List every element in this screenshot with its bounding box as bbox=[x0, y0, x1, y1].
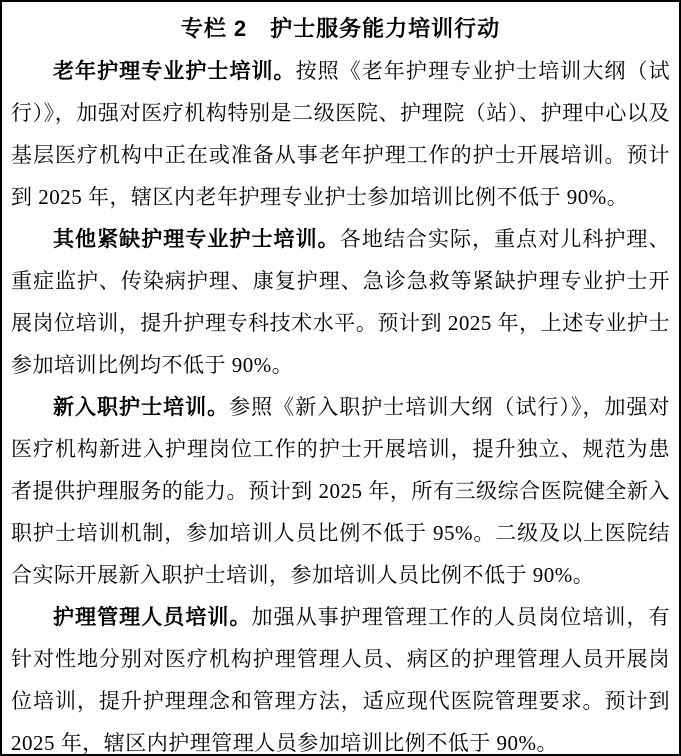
paragraph-body: 参照《新入职护士培训大纲（试行）》，加强对医疗机构新进入护理岗位工作的护士开展培训，提升独立、规范为患者提供护理服务的能力。预计到 2025 年，所有三级综合医院健全新入职护士培训机制，参加培训人员比例不低于 95%。二级及以上医院结合实际开展新入职护士培训，参加培训人员比例不低于 90%。 bbox=[11, 395, 671, 587]
paragraph-new-nurse-training bbox=[11, 386, 670, 596]
paragraph-elderly-nursing-training bbox=[11, 50, 670, 218]
paragraph-lead: 护理管理人员培训。 bbox=[53, 605, 252, 629]
paragraph-body: 加强从事护理管理工作的人员岗位培训，有针对性地分别对医疗机构护理管理人员、病区的护理管理人员开展岗位培训，提升护理理念和管理方法，适应现代医院管理要求。预计到 2025 年，辖区内护理管理人员参加培训比例不低于 90%。 bbox=[11, 605, 670, 755]
paragraph-lead: 其他紧缺护理专业护士培训。 bbox=[53, 227, 340, 251]
panel-title: 专栏 2 护士服务能力培训行动 bbox=[180, 16, 501, 41]
paragraph-body: 按照《老年护理专业护士培训大纲（试行）》，加强对医疗机构特别是二级医院、护理院（站）、护理中心以及基层医疗机构中正在或准备从事老年护理工作的护士开展培训。预计到 2025 年，辖区内老年护理专业护士参加培训比例不低于 90%。 bbox=[11, 59, 671, 209]
paragraph-lead: 老年护理专业护士培训。 bbox=[53, 59, 296, 83]
paragraph-lead: 新入职护士培训。 bbox=[53, 395, 230, 419]
paragraph-body: 各地结合实际，重点对儿科护理、重症监护、传染病护理、康复护理、急诊急救等紧缺护理专业护士开展岗位培训，提升护理专科技术水平。预计到 2025 年，上述专业护士参加培训比例均不低于 90%。 bbox=[11, 227, 671, 377]
paragraph-scarce-specialty-training bbox=[11, 218, 670, 386]
paragraph-nursing-management-training bbox=[11, 596, 670, 756]
